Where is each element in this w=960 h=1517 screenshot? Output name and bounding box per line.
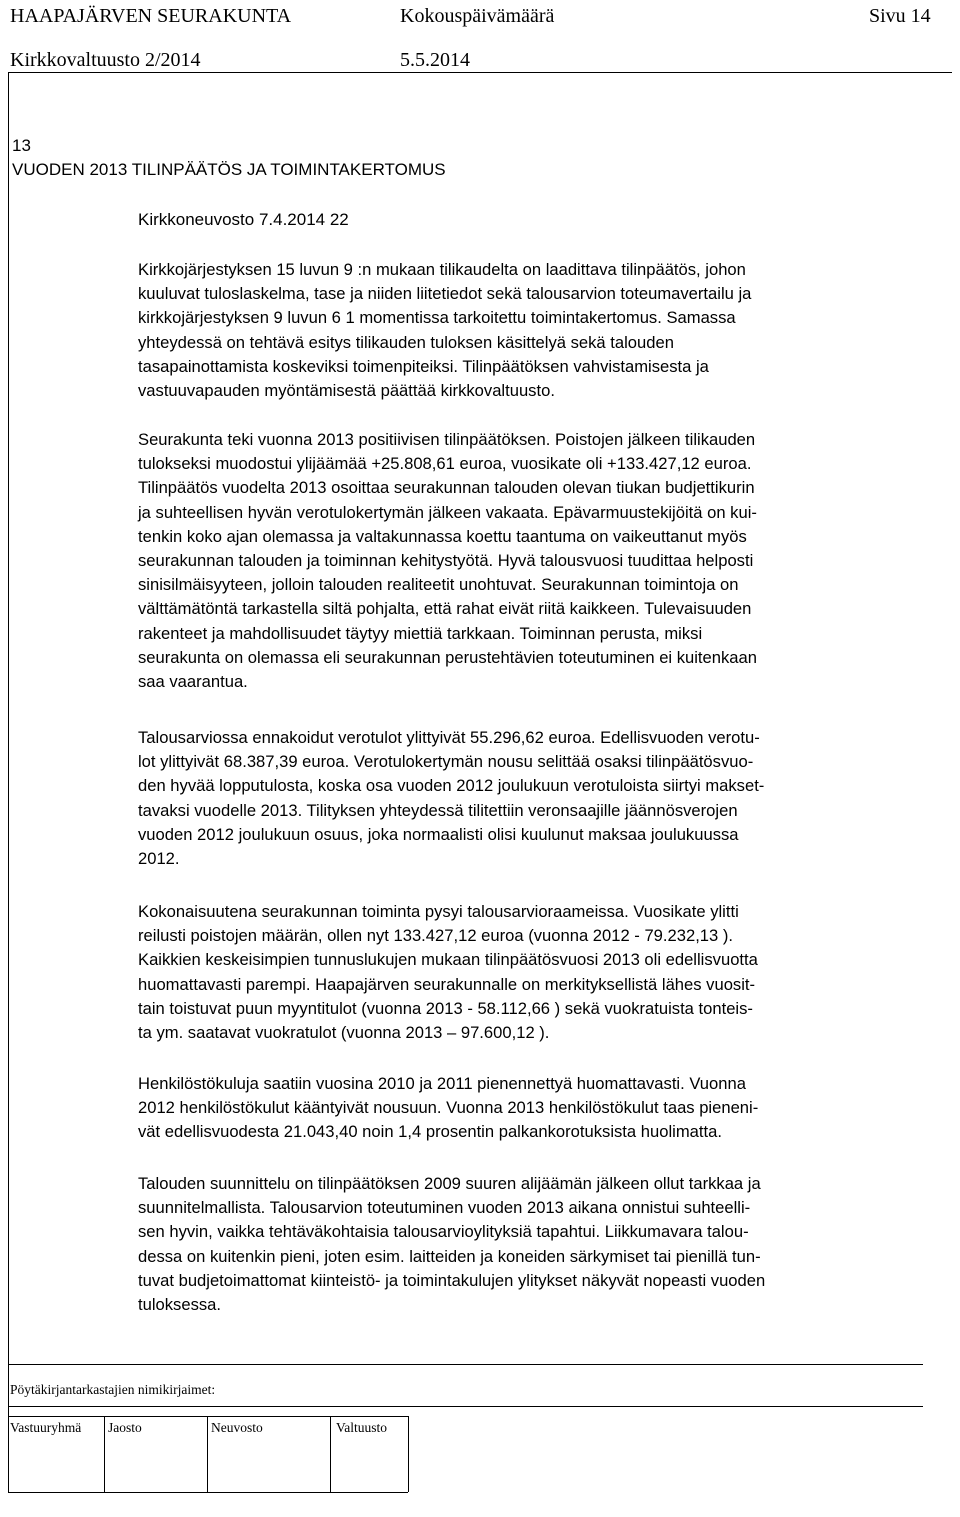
text-line: vuoden 2012 joulukuun osuus, joka normaalisti olisi kuulunut maksaa joulukuussa xyxy=(138,824,739,844)
text-line: rakenteet ja mahdollisuudet täytyy miettiä tarkkaan. Toiminnan perusta, miksi xyxy=(138,623,703,643)
text-line: Henkilöstökuluja saatiin vuosina 2010 ja 2011 pienennettyä huomattavasti. Vuonna xyxy=(138,1074,746,1093)
paragraph-personnel-costs xyxy=(138,1072,950,1145)
footer-column-divider xyxy=(207,1416,208,1492)
text-line: Kokonaisuutena seurakunnan toiminta pysyi talousarvioraameissa. Vuosikate ylitti xyxy=(138,902,739,921)
text-line: 2012 henkilöstökulut kääntyivät nousuun. Vuonna 2013 henkilöstökulut taas pieneni- xyxy=(138,1098,759,1118)
section-reference: Kirkkoneuvosto 7.4.2014 22 xyxy=(138,210,349,229)
text-line: sen hyvin, vaikka tehtäväkohtaisia talousarvioylityksiä tapahtui. Liikkumavara talou- xyxy=(138,1222,749,1242)
text-line: reilusti poistojen määrän, ollen nyt 133.427,12 euroa (vuonna 2012 - 79.232,13 ). xyxy=(138,926,734,946)
text-line: saa vaarantua. xyxy=(138,672,248,692)
text-line: suunnitelmallista. Talousarvion toteutuminen vuoden 2013 aikana onnistui suhteelli- xyxy=(138,1198,751,1218)
section-title: VUODEN 2013 TILINPÄÄTÖS JA TOIMINTAKERTOMUS xyxy=(12,160,446,179)
text-line: tavaksi vuodelle 2013. Tilityksen yhteydessä tilitettiin veronsaajille jäännösverojen xyxy=(138,800,738,820)
text-line: Seurakunta teki vuonna 2013 positiivisen tilinpäätöksen. Poistojen jälkeen tilikauden xyxy=(138,430,756,449)
text-line: lot ylittyivät 68.387,39 euroa. Verotulokertymän nousu selittää osaksi tilinpäätösvuo- xyxy=(138,752,754,772)
body-label-vastuuryhma: Vastuuryhmä xyxy=(10,1420,82,1435)
text-line: vastuuvapauden myöntämisestä päättää kirkkovaltuusto. xyxy=(138,381,555,401)
text-line: seurakunnan talouden ja toiminnan kehitystyötä. Hyvä talousvuosi tuudittaa helposti xyxy=(138,551,754,571)
text-line: kuuluvat tuloslaskelma, tase ja niiden liitetiedot sekä talousarvion toteumavertailu ja xyxy=(138,284,752,304)
text-line: sinisilmäisyyteen, jolloin talouden realiteetit unohtuvat. Seurakunnan toimintoja on xyxy=(138,575,739,595)
text-line: huomattavasti parempi. Haapajärven seurakunnalle on merkityksellistä lähes vuosit- xyxy=(138,974,756,994)
signatures-label: Pöytäkirjantarkastajien nimikirjaimet: xyxy=(10,1382,216,1397)
meeting-name: Kirkkovaltuusto 2/2014 xyxy=(10,49,201,71)
paragraph-result xyxy=(138,428,950,694)
text-line: tain toistuvat puun myyntitulot (vuonna 2013 - 58.112,66 ) sekä vuokratuista tonteis- xyxy=(138,998,753,1018)
text-line: Kaikkien keskeisimpien tunnuslukujen mukaan tilinpäätösvuosi 2013 oli edellisvuotta xyxy=(138,950,758,970)
text-line: Tilinpäätös vuodelta 2013 osoittaa seurakunnan talouden olevan tiukan budjettikurin xyxy=(138,478,755,498)
text-line: tenkin koko ajan olemassa ja valtakunnassa koettu taantuma on vaikeuttanut myös xyxy=(138,526,747,546)
page-number: Sivu 14 xyxy=(869,5,931,27)
text-line: tulokseksi muodostui ylijäämää +25.808,61 euroa, vuosikate oli +133.427,12 euroa. xyxy=(138,454,752,474)
text-line: yhteydessä on tehtävä esitys tilikauden tuloksen käsittelyä sekä talouden xyxy=(138,332,674,352)
text-line: tasapainottamista koskeviksi toimenpiteiksi. Tilinpäätöksen vahvistamisesta ja xyxy=(138,356,709,376)
footer-column-divider xyxy=(330,1416,331,1492)
text-line: den hyvää lopputulosta, koska osa vuoden 2012 joulukuun verotuloista siirtyi makset- xyxy=(138,776,765,796)
footer-table-bottom-border xyxy=(8,1492,408,1493)
text-line: 2012. xyxy=(138,849,180,869)
left-margin-line xyxy=(8,72,9,1492)
text-line: tuvat budjetoimattomat kiinteistö- ja toimintakulujen ylitykset näkyvät nopeasti vuoden xyxy=(138,1270,766,1290)
text-line: Kirkkojärjestyksen 15 luvun 9 :n mukaan tilikaudelta on laadittava tilinpäätös, johon xyxy=(138,260,746,279)
text-line: Talousarviossa ennakoidut verotulot ylittyivät 55.296,62 euroa. Edellisvuoden verotu- xyxy=(138,728,760,747)
text-line: ja suhteellisen hyvän verotulokertymän jälkeen vakaata. Epävarmuustekijöitä on kui- xyxy=(138,502,757,522)
body-label-neuvosto: Neuvosto xyxy=(211,1420,263,1435)
footer-column-divider xyxy=(104,1416,105,1492)
text-line: kirkkojärjestyksen 9 luvun 6 1 momentissa tarkoitettu toimintakertomus. Samassa xyxy=(138,308,736,328)
meeting-date: 5.5.2014 xyxy=(400,49,470,71)
section-number: 13 xyxy=(12,136,31,155)
paragraph-planning xyxy=(138,1172,950,1317)
paragraph-tax-revenue xyxy=(138,726,950,871)
text-line: Talouden suunnittelu on tilinpäätöksen 2009 suuren alijäämän jälkeen ollut tarkkaa ja xyxy=(138,1174,761,1193)
text-line: dessa on kuitenkin pieni, joten esim. laitteiden ja koneiden särkymiset tai pienillä tun- xyxy=(138,1246,761,1266)
footer-table-top-border xyxy=(8,1416,408,1417)
signature-line xyxy=(8,1406,923,1407)
text-line: ta ym. saatavat vuokratulot (vuonna 2013 – 97.600,12 ). xyxy=(138,1023,550,1043)
footer-column-divider xyxy=(408,1416,409,1492)
meeting-date-label: Kokouspäivämäärä xyxy=(400,5,555,27)
header-divider xyxy=(8,72,952,73)
body-label-jaosto: Jaosto xyxy=(108,1420,142,1435)
text-line: vät edellisvuodesta 21.043,40 noin 1,4 prosentin palkankorotuksista huolimatta. xyxy=(138,1122,722,1142)
body-label-valtuusto: Valtuusto xyxy=(336,1420,388,1435)
paragraph-overall xyxy=(138,900,950,1045)
text-line: välttämätöntä tarkastella siltä pohjalta, että rahat eivät riitä kaikkeen. Tulevaisuuden xyxy=(138,599,752,619)
paragraph-legal-basis xyxy=(138,258,950,403)
footer-divider xyxy=(8,1364,923,1365)
text-line: tuloksessa. xyxy=(138,1295,222,1315)
organization-name: HAAPAJÄRVEN SEURAKUNTA xyxy=(10,5,292,27)
text-line: seurakunta on olemassa eli seurakunnan perustehtävien toteutuminen ei kuitenkaan xyxy=(138,647,757,667)
